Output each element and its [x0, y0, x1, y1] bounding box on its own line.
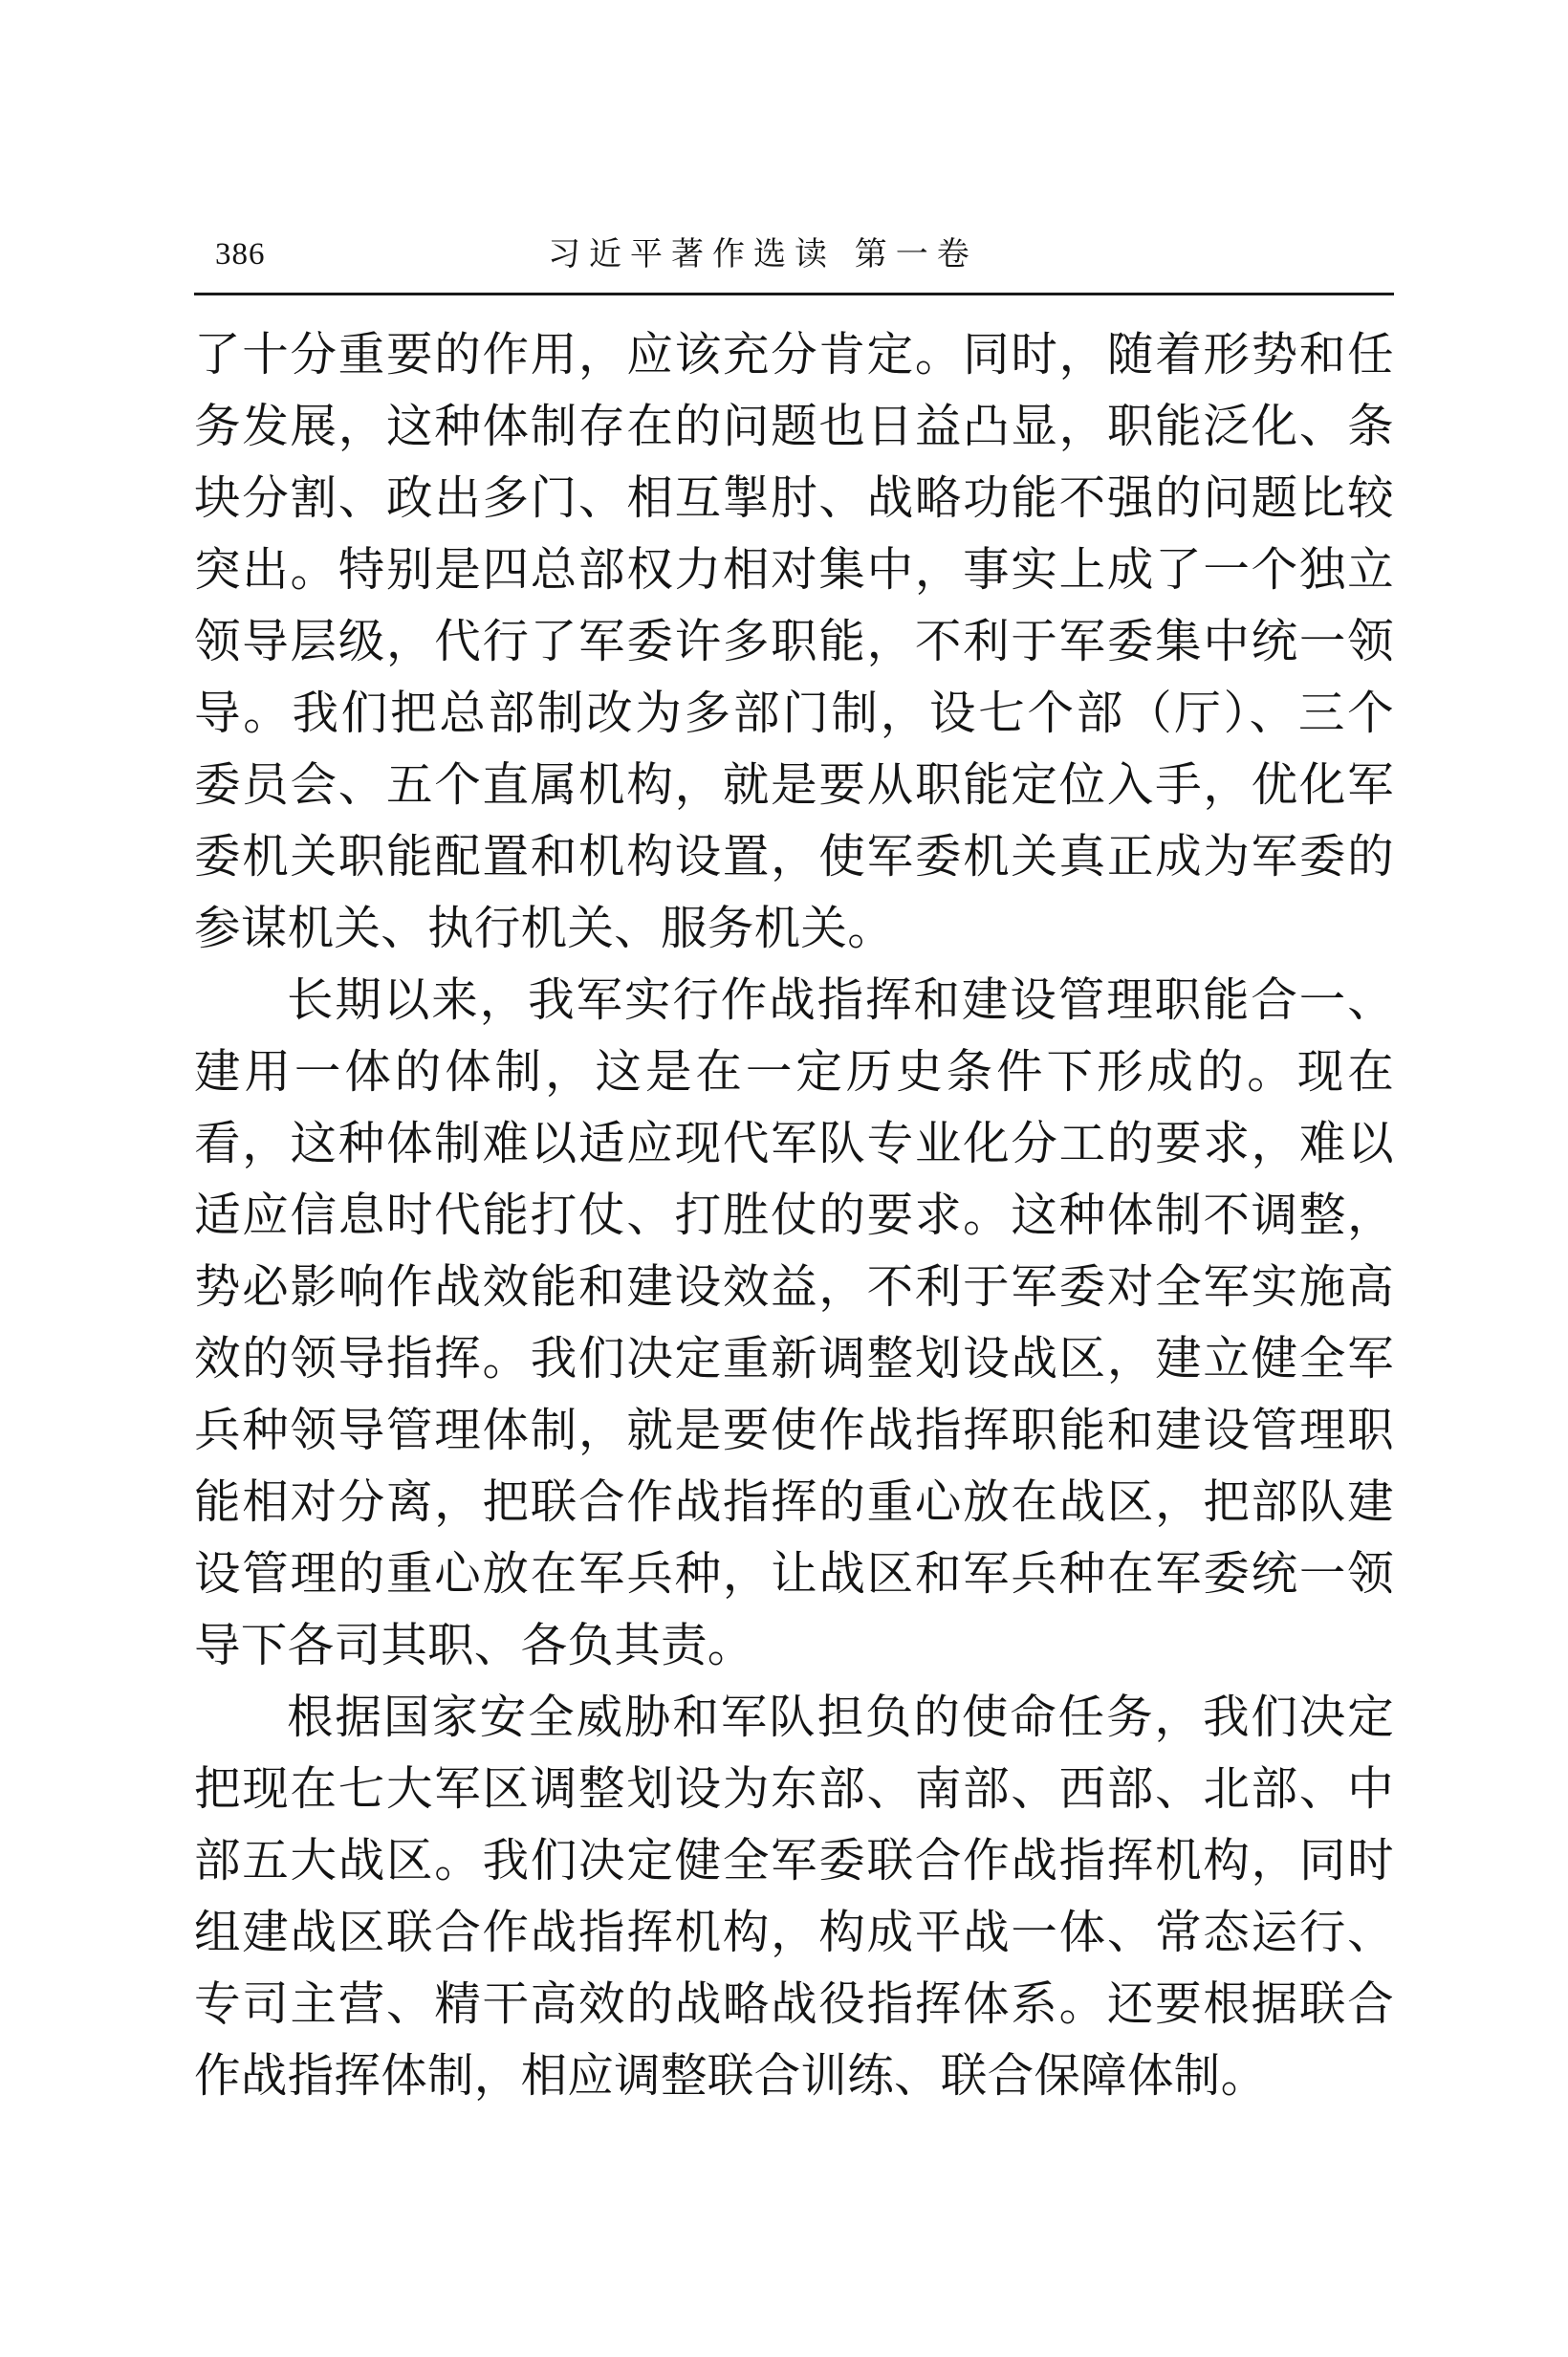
text-line: 把现在七大军区调整划设为东部、南部、西部、北部、中	[194, 1762, 1394, 1816]
text-line: 参谋机关、执行机关、服务机关。	[194, 902, 895, 955]
running-title: 习近平著作选读 第一卷	[548, 235, 978, 273]
text-line: 块分割、政出多门、相互掣肘、战略功能不强的问题比较	[194, 471, 1394, 525]
body-text	[194, 319, 1394, 2112]
text-line: 专司主营、精干高效的战略战役指挥体系。还要根据联合	[194, 1977, 1394, 2031]
text-line: 作战指挥体制，相应调整联合训练、联合保障体制。	[194, 2049, 1268, 2103]
text-line: 组建战区联合作战指挥机构，构成平战一体、常态运行、	[194, 1906, 1394, 1959]
text-line: 看，这种体制难以适应现代军队专业化分工的要求，难以	[194, 1117, 1394, 1170]
text-line: 部五大战区。我们决定健全军委联合作战指挥机构，同时	[194, 1834, 1394, 1888]
text-line: 适应信息时代能打仗、打胜仗的要求。这种体制不调整，	[194, 1189, 1394, 1242]
text-line: 设管理的重心放在军兵种，让战区和军兵种在军委统一领	[194, 1547, 1394, 1601]
text-line: 委员会、五个直属机构，就是要从职能定位入手，优化军	[194, 758, 1394, 812]
text-line: 了十分重要的作用，应该充分肯定。同时，随着形势和任	[194, 328, 1394, 382]
page-number: 386	[215, 237, 266, 272]
text-line: 势必影响作战效能和建设效益，不利于军委对全军实施高	[194, 1260, 1394, 1314]
header-rule	[194, 293, 1394, 295]
paragraph-first-line: 长期以来，我军实行作战指挥和建设管理职能合一、	[287, 973, 1394, 1027]
text-line: 务发展，这种体制存在的问题也日益凸显，职能泛化、条	[194, 400, 1394, 453]
paragraph-first-line: 根据国家安全威胁和军队担负的使命任务，我们决定	[287, 1691, 1394, 1744]
text-line: 建用一体的体制，这是在一定历史条件下形成的。现在	[194, 1045, 1394, 1099]
text-line: 效的领导指挥。我们决定重新调整划设战区，建立健全军	[194, 1332, 1394, 1386]
text-line: 导。我们把总部制改为多部门制，设七个部（厅）、三个	[194, 687, 1394, 740]
text-line: 兵种领导管理体制，就是要使作战指挥职能和建设管理职	[194, 1404, 1394, 1457]
text-line: 领导层级，代行了军委许多职能，不利于军委集中统一领	[194, 615, 1394, 668]
text-line: 导下各司其职、各负其责。	[194, 1619, 754, 1672]
page-header	[194, 218, 1394, 295]
text-line: 能相对分离，把联合作战指挥的重心放在战区，把部队建	[194, 1475, 1394, 1529]
text-line: 突出。特别是四总部权力相对集中，事实上成了一个独立	[194, 543, 1394, 597]
text-line: 委机关职能配置和机构设置，使军委机关真正成为军委的	[194, 830, 1394, 884]
